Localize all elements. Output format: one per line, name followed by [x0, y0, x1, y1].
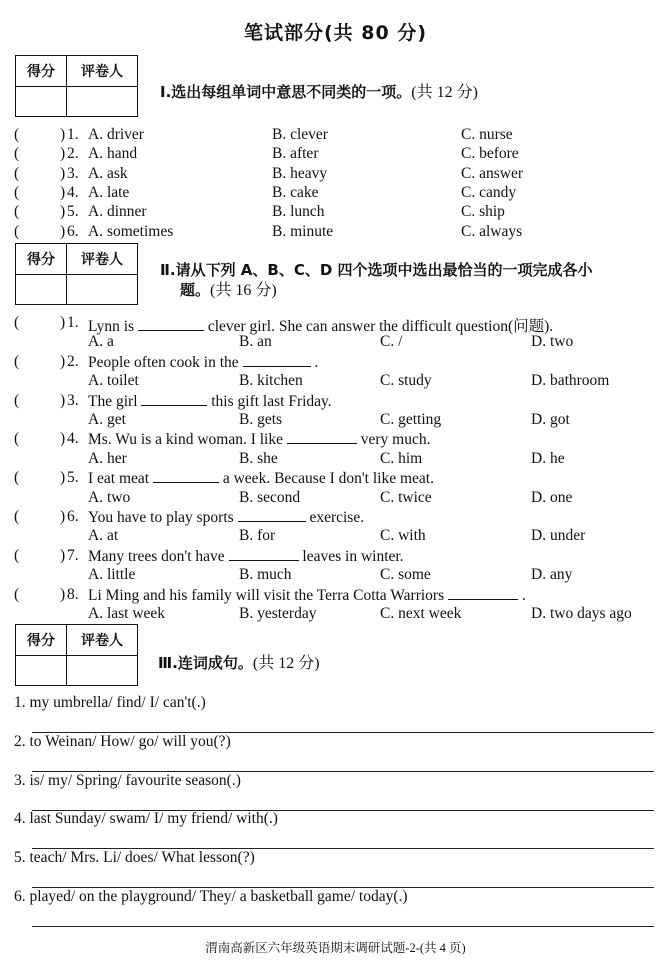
answer-line[interactable]	[32, 926, 654, 927]
option-b: B. clever	[272, 126, 328, 143]
stem-text: Lynn is	[88, 318, 135, 335]
answer-paren-close: )	[60, 430, 66, 448]
score-box-2	[15, 243, 138, 305]
section-2-heading-line1: Ⅱ.请从下列 A、B、C、D 四个选项中选出最恰当的一项完成各小	[160, 261, 593, 279]
grader-label: 评卷人	[81, 633, 123, 649]
grader-label: 评卷人	[81, 252, 123, 268]
answer-paren-close: )	[60, 183, 66, 201]
option-d: D. under	[531, 527, 586, 545]
option-b: B. kitchen	[239, 372, 303, 390]
option-a: A. driver	[88, 126, 144, 143]
option-c: C. some	[380, 566, 431, 584]
stem-text-after: .	[521, 586, 526, 604]
question-number: 7.	[67, 546, 79, 564]
stem-text-after: this gift last Friday.	[211, 392, 332, 410]
answer-paren-open: (	[14, 222, 20, 240]
answer-paren-close: )	[60, 126, 66, 143]
fill-blank[interactable]	[229, 547, 299, 561]
score-label: 得分	[16, 56, 67, 86]
score-label: 得分	[16, 625, 67, 655]
option-a: A. sometimes	[88, 222, 174, 240]
question-number: 8.	[67, 585, 79, 603]
option-a: A. hand	[88, 145, 138, 163]
option-d: D. two days ago	[531, 605, 632, 622]
option-b: B. minute	[272, 222, 334, 240]
option-a: A. dinner	[88, 203, 147, 221]
fill-blank[interactable]	[287, 430, 357, 444]
option-d: D. two	[531, 333, 574, 351]
option-d: D. got	[531, 411, 570, 428]
stem-text: People often cook in the	[88, 353, 239, 371]
answer-blank[interactable]	[24, 203, 60, 221]
stem-text-after: leaves in winter.	[302, 547, 404, 565]
section-2-heading-line2	[180, 277, 277, 300]
section-2-points: (共 16 分)	[210, 282, 277, 299]
question-stem	[88, 430, 430, 449]
answer-paren-open: (	[14, 546, 20, 564]
stem-text-after: a week. Because I don't like meat.	[222, 470, 434, 488]
answer-paren-open: (	[14, 314, 20, 331]
stem-text: Many trees don't have	[88, 547, 225, 565]
stem-text: The girl	[88, 392, 138, 410]
sentence-prompt: 2. to Weinan/ How/ go/ will you(?)	[14, 732, 231, 750]
option-c: C. study	[380, 372, 432, 390]
stem-text-after: exercise.	[309, 509, 365, 526]
answer-paren-close: )	[60, 469, 66, 487]
answer-paren-open: (	[14, 164, 20, 182]
answer-paren-close: )	[60, 391, 66, 409]
question-number: 4.	[67, 183, 79, 201]
option-a: A. get	[88, 411, 126, 428]
answer-paren-close: )	[60, 203, 66, 221]
option-b: B. heavy	[272, 164, 328, 182]
question-stem	[88, 547, 404, 566]
answer-paren-open: (	[14, 145, 20, 163]
stem-text: Ms. Wu is a kind woman. I like	[88, 431, 283, 449]
option-a: A. last week	[88, 605, 166, 622]
stem-text: I eat meat	[88, 470, 150, 488]
sentence-prompt: 3. is/ my/ Spring/ favourite season(.)	[14, 771, 241, 789]
option-d: D. he	[531, 449, 565, 467]
question-number: 6.	[67, 222, 79, 240]
option-a: A. a	[88, 333, 114, 351]
section-1-heading	[160, 79, 478, 102]
option-a: A. two	[88, 488, 131, 506]
answer-paren-open: (	[14, 126, 20, 143]
option-b: B. cake	[272, 183, 319, 201]
sentence-prompt: 4. last Sunday/ swam/ I/ my friend/ with(.)	[14, 810, 278, 828]
sentence-prompt: 5. teach/ Mrs. Li/ does/ What lesson(?)	[14, 849, 255, 867]
question-number: 3.	[67, 164, 79, 182]
option-c: C. /	[380, 333, 403, 351]
question-number: 5.	[67, 469, 79, 487]
option-b: B. for	[239, 527, 276, 545]
option-a: A. late	[88, 183, 130, 201]
answer-blank[interactable]	[24, 547, 60, 565]
answer-blank[interactable]	[24, 430, 60, 448]
section-1-title: Ⅰ.选出每组单词中意思不同类的一项。	[160, 83, 412, 101]
stem-text-after: .	[314, 353, 319, 371]
question-stem	[88, 469, 434, 488]
option-a: A. at	[88, 527, 119, 545]
answer-blank[interactable]	[24, 165, 60, 183]
answer-blank[interactable]	[24, 314, 60, 332]
question-stem	[88, 586, 526, 605]
option-b: B. lunch	[272, 203, 325, 221]
option-b: B. second	[239, 488, 301, 506]
score-cell[interactable]	[16, 87, 67, 117]
section-2-title-cont: 题。	[180, 281, 211, 299]
answer-blank[interactable]	[24, 126, 60, 144]
question-number: 2.	[67, 145, 79, 163]
answer-paren-open: (	[14, 585, 20, 603]
score-box-3	[15, 624, 138, 686]
sentence-prompt: 6. played/ on the playground/ They/ a basketball game/ today(.)	[14, 888, 408, 905]
answer-paren-open: (	[14, 203, 20, 221]
stem-text: Li Ming and his family will visit the Terra Cotta Warriors	[88, 586, 445, 604]
question-number: 1.	[67, 126, 79, 143]
option-a: A. toilet	[88, 372, 139, 390]
option-a: A. little	[88, 566, 136, 584]
option-c: C. ship	[461, 203, 505, 221]
option-c: C. with	[380, 527, 426, 545]
answer-blank[interactable]	[24, 586, 60, 604]
option-c: C. answer	[461, 164, 523, 182]
option-c: C. twice	[380, 488, 432, 506]
answer-paren-open: (	[14, 469, 20, 487]
stem-text: You have to play sports	[88, 509, 234, 526]
option-b: B. gets	[239, 411, 283, 428]
fill-blank[interactable]	[138, 317, 204, 331]
option-a: A. ask	[88, 164, 128, 182]
answer-paren-close: )	[60, 314, 66, 331]
option-c: C. always	[461, 222, 523, 240]
answer-paren-close: )	[60, 164, 66, 182]
option-c: C. nurse	[461, 126, 513, 143]
grader-label: 评卷人	[81, 64, 123, 80]
answer-paren-close: )	[60, 222, 66, 240]
question-number: 1.	[67, 314, 79, 331]
stem-text-after: very much.	[360, 431, 431, 449]
option-c: C. him	[380, 449, 423, 467]
option-d: D. any	[531, 566, 573, 584]
grader-cell[interactable]	[67, 275, 137, 305]
section-1-points: (共 12 分)	[411, 84, 478, 101]
answer-paren-close: )	[60, 585, 66, 603]
answer-blank[interactable]	[24, 145, 60, 163]
answer-blank[interactable]	[24, 508, 60, 526]
fill-blank[interactable]	[243, 353, 311, 367]
option-b: B. an	[239, 333, 272, 351]
question-stem	[88, 392, 332, 411]
section-3-heading	[158, 650, 320, 673]
sentence-prompt: 1. my umbrella/ find/ I/ can't(.)	[14, 694, 206, 711]
question-stem	[88, 353, 318, 372]
grader-cell[interactable]	[67, 656, 137, 686]
section-3-title: Ⅲ.连词成句。	[158, 654, 253, 672]
answer-paren-close: )	[60, 145, 66, 163]
option-b: B. much	[239, 566, 292, 584]
answer-paren-close: )	[60, 352, 66, 370]
option-c: C. before	[461, 145, 519, 163]
fill-blank[interactable]	[238, 508, 306, 522]
option-c: C. next week	[380, 605, 462, 622]
answer-paren-open: (	[14, 430, 20, 448]
option-b: B. she	[239, 449, 278, 467]
page-title: 笔试部分(共 80 分)	[243, 22, 428, 44]
fill-blank[interactable]	[153, 469, 219, 483]
question-number: 6.	[67, 508, 79, 525]
page-footer: 渭南高新区六年级英语期末调研试题-2-(共 4 页)	[205, 941, 466, 955]
score-cell[interactable]	[16, 275, 67, 305]
score-box	[15, 55, 138, 117]
answer-paren-open: (	[14, 352, 20, 370]
option-b: B. after	[272, 145, 319, 163]
option-a: A. her	[88, 449, 127, 467]
grader-cell[interactable]	[67, 87, 137, 117]
question-number: 2.	[67, 352, 79, 370]
answer-paren-open: (	[14, 391, 20, 409]
fill-blank[interactable]	[141, 392, 207, 406]
answer-paren-close: )	[60, 508, 66, 525]
answer-blank[interactable]	[24, 223, 60, 241]
score-label: 得分	[16, 244, 67, 274]
question-number: 3.	[67, 391, 79, 409]
question-stem	[88, 314, 553, 336]
answer-paren-open: (	[14, 183, 20, 201]
question-number: 4.	[67, 430, 79, 448]
question-number: 5.	[67, 203, 79, 221]
score-cell[interactable]	[16, 656, 67, 686]
question-stem	[88, 508, 364, 527]
answer-blank[interactable]	[24, 353, 60, 371]
answer-paren-open: (	[14, 508, 20, 525]
answer-blank[interactable]	[24, 392, 60, 410]
stem-text-after: clever girl. She can answer the difficult question(问题).	[207, 318, 554, 335]
option-c: C. candy	[461, 183, 517, 201]
section-3-points: (共 12 分)	[252, 655, 320, 672]
answer-blank[interactable]	[24, 184, 60, 202]
option-d: D. bathroom	[531, 372, 610, 390]
answer-paren-close: )	[60, 546, 66, 564]
fill-blank[interactable]	[448, 586, 518, 600]
answer-blank[interactable]	[24, 469, 60, 487]
option-c: C. getting	[380, 411, 442, 428]
option-b: B. yesterday	[239, 605, 317, 622]
option-d: D. one	[531, 488, 573, 506]
